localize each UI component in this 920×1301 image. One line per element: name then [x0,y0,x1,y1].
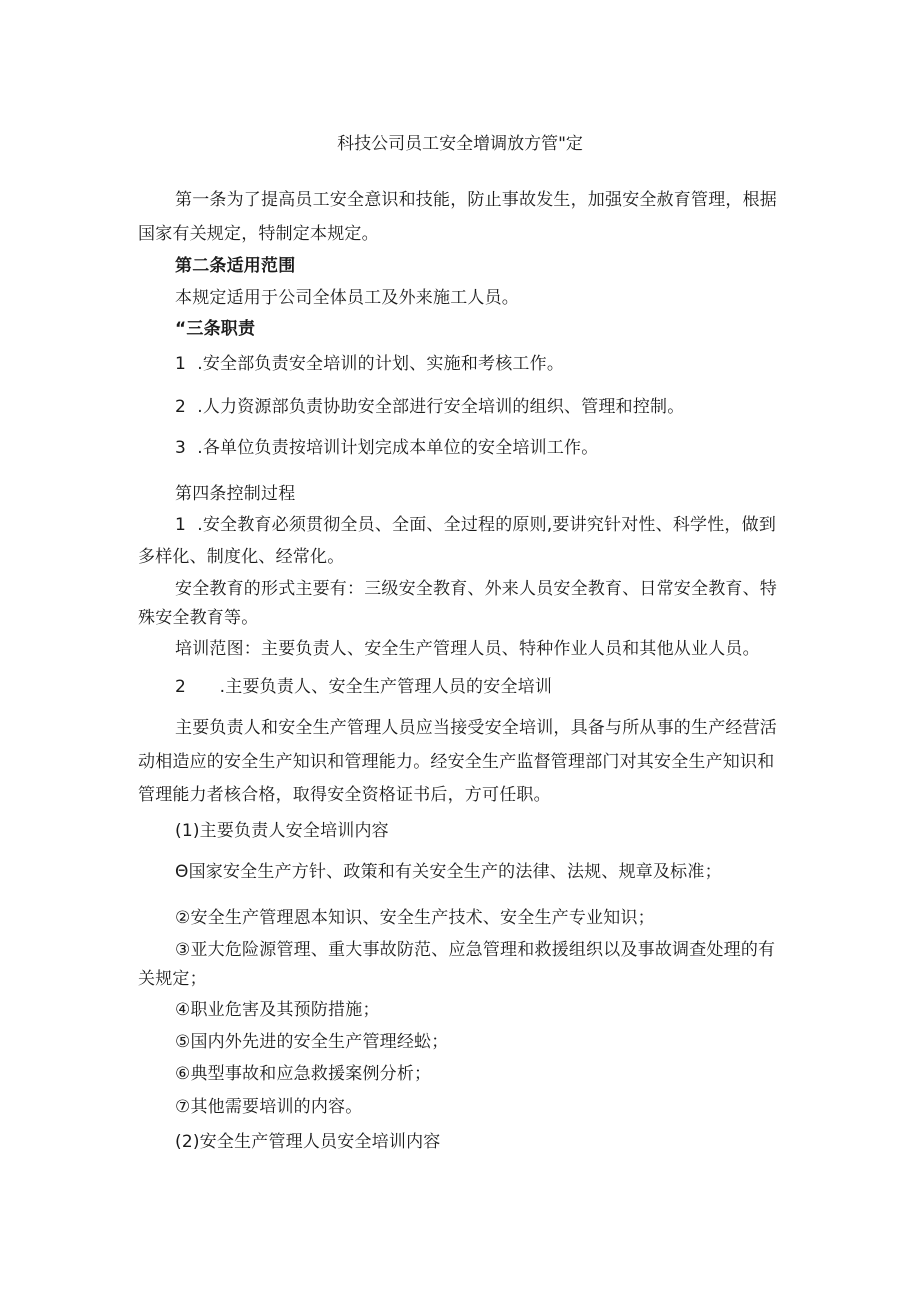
list-item: 2 .主要负责人、安全生产管理人员的安全培训 [175,677,553,697]
paragraph-line: 第一条为了提高员工安全意识和技能，防止事故发生，加强安全赦育管理，根据 [175,190,777,210]
subsection-heading: (2)安全生产管理人员安全培训内容 [175,1132,441,1152]
paragraph-line: 多样化、制度化、经常化。 [138,547,345,567]
list-item: ⑦其他需要培训的内容。 [175,1097,363,1117]
paragraph-line: 安全教育的形式主要有：三级安全教育、外来人员安全教育、日常安全教育、特 [175,579,777,599]
document-title: 科技公司员工安全增调放方管"定 [337,134,583,154]
list-item: ⑥典型事故和应急救援案例分析； [175,1064,432,1084]
list-item: Θ国家安全生产方针、政策和有关安全生产的法律、法规、规章及标准； [175,862,722,882]
paragraph-line: 国家有关规定，特制定本规定。 [138,224,379,244]
list-item: ③亚大危险源管理、重大事故防范、应急管理和救援组织以及事故调查处理的有 [175,940,776,960]
list-item: ⑤国内外先进的安全生产管理经蚣； [175,1032,449,1052]
list-item: 1 .安全部负责安全培训的计划、实施和考核工作。 [175,354,565,374]
paragraph-line: 主要负责人和安全生产管理人员应当接受安全培训，具备与所从事的生产经营活 [175,718,777,738]
list-item: ④职业危害及其预防措施； [175,1000,380,1020]
section-heading: 第四条控制过程 [175,484,296,504]
section-heading: 第二条适用范围 [175,256,296,276]
paragraph-line: 殊安全教育等。 [138,608,259,628]
paragraph-line: 关规定； [138,969,207,989]
section-heading: “三条职责 [175,319,256,339]
list-item: 1 .安全教育必须贯彻全员、全面、全过程的原则,要讲究针对性、科学性，做到 [175,515,777,535]
subsection-heading: (1)主要负责人安全培训内容 [175,821,389,841]
paragraph-line: 动相造应的安全生产知识和管理能力。经安全生产监督管理部门对其安全生产知识和 [138,752,775,772]
list-item: ②安全生产管理恩本知识、安全生产技术、安全生产专业知识； [175,908,655,928]
list-item: 2 .人力资源部负责协助安全部进行安全培训的组织、管理和控制。 [175,397,685,417]
list-item: 3 .各单位负责按培训计划完成本单位的安全培训工作。 [175,438,599,458]
paragraph-line: 培训范图：主要负责人、安全生产管理人员、特种作业人员和其他从业人员。 [175,639,760,659]
paragraph-line: 本规定适用于公司全体员工及外来施工人员。 [175,288,519,308]
paragraph-line: 管理能力者核合格，取得安全资格证书后，方可任职。 [138,785,551,805]
